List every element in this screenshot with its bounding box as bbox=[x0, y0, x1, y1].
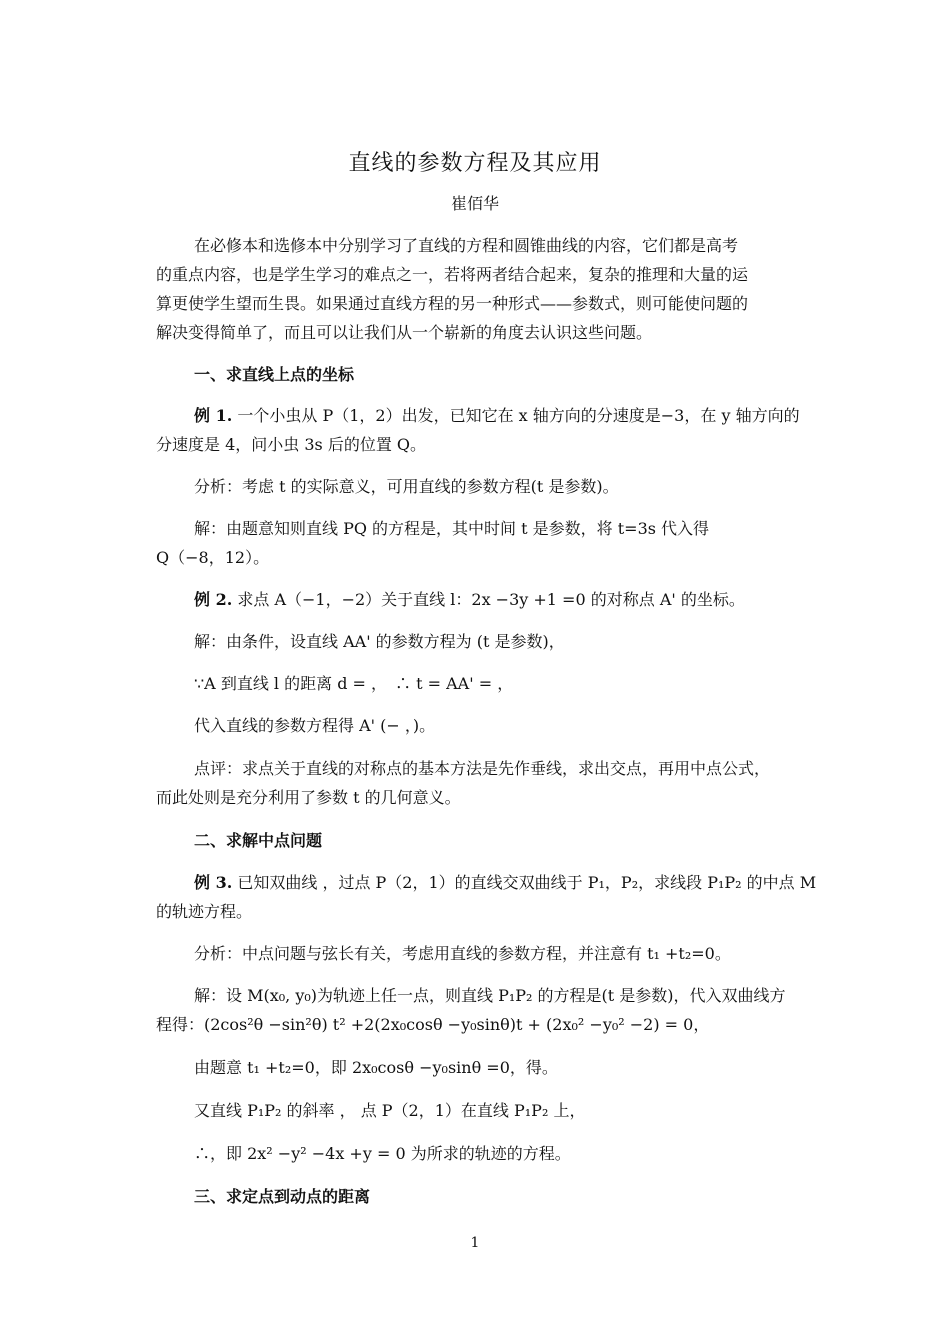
example-1-solution: 解：由题意知则直线 PQ 的方程是，其中时间 t 是参数，将 t=3s 代入得 bbox=[194, 519, 710, 538]
example-3-solution: 解：设 M(x₀, y₀)为轨迹上任一点，则直线 P₁P₂ 的方程是(t 是参数)，代入双曲线方 bbox=[194, 986, 786, 1005]
example-3-solution: 由题意 t₁ +t₂=0，即 2x₀cosθ −y₀sinθ =0，得。 bbox=[194, 1058, 558, 1077]
example-2-comment: 点评：求点关于直线的对称点的基本方法是先作垂线，求出交点，再用中点公式， bbox=[194, 759, 771, 778]
author: 崔佰华 bbox=[450, 194, 499, 213]
example-3-solution: 又直线 P₁P₂ 的斜率 ， 点 P（2，1）在直线 P₁P₂ 上， bbox=[194, 1101, 586, 1120]
example-1-line: 分速度是 4，问小虫 3s 后的位置 Q。 bbox=[156, 435, 427, 454]
example-2-line bbox=[194, 589, 745, 611]
intro-line: 在必修本和选修本中分别学习了直线的方程和圆锥曲线的内容，它们都是高考 bbox=[194, 236, 739, 255]
example-text: 求点 A（−1，−2）关于直线 l：2x −3y +1 =0 的对称点 A' 的坐标。 bbox=[232, 590, 745, 609]
example-3-line bbox=[194, 872, 816, 894]
example-3-solution: ∴，即 2x² −y² −4x +y = 0 为所求的轨迹的方程。 bbox=[194, 1144, 571, 1163]
example-text: 一个小虫从 P（1，2）出发，已知它在 x 轴方向的分速度是−3，在 y 轴方向的 bbox=[232, 406, 800, 425]
example-2-solution: 代入直线的参数方程得 A' (− ，)。 bbox=[194, 716, 436, 735]
example-text: 已知双曲线 ，过点 P（2，1）的直线交双曲线于 P₁，P₂，求线段 P₁P₂ 的中点 M bbox=[232, 873, 817, 892]
section-heading: 三、求定点到动点的距离 bbox=[194, 1187, 371, 1206]
intro-line: 解决变得简单了，而且可以让我们从一个崭新的角度去认识这些问题。 bbox=[156, 323, 653, 342]
example-label: 例 1. bbox=[194, 406, 233, 425]
intro-line: 的重点内容，也是学生学习的难点之一，若将两者结合起来，复杂的推理和大量的运 bbox=[156, 265, 749, 284]
example-label: 例 3. bbox=[194, 873, 233, 892]
example-2-solution: 解：由条件，设直线 AA' 的参数方程为 (t 是参数)， bbox=[194, 632, 565, 651]
example-label: 例 2. bbox=[194, 590, 233, 609]
example-2-solution: ∵A 到直线 l 的距离 d = ， ∴ t = AA' = ， bbox=[194, 674, 514, 693]
page-title: 直线的参数方程及其应用 bbox=[348, 151, 602, 176]
example-2-comment: 而此处则是充分利用了参数 t 的几何意义。 bbox=[156, 788, 461, 807]
example-3-line: 的轨迹方程。 bbox=[156, 902, 253, 921]
page-number: 1 bbox=[470, 1235, 480, 1251]
example-3-analysis: 分析：中点问题与弦长有关，考虑用直线的参数方程，并注意有 t₁ +t₂=0。 bbox=[194, 944, 731, 963]
intro-line: 算更使学生望而生畏。如果通过直线方程的另一种形式——参数式，则可能使问题的 bbox=[156, 294, 749, 313]
section-heading: 二、求解中点问题 bbox=[194, 831, 323, 850]
example-3-solution: 程得：(2cos²θ −sin²θ) t² +2(2x₀cosθ −y₀sinθ)t + (2x₀² −y₀² −2) = 0， bbox=[156, 1015, 710, 1034]
example-1-line bbox=[194, 405, 800, 427]
example-1-analysis: 分析：考虑 t 的实际意义，可用直线的参数方程(t 是参数)。 bbox=[194, 477, 619, 496]
example-1-solution: Q（−8，12）。 bbox=[156, 548, 270, 567]
section-heading: 一、求直线上点的坐标 bbox=[194, 365, 355, 384]
